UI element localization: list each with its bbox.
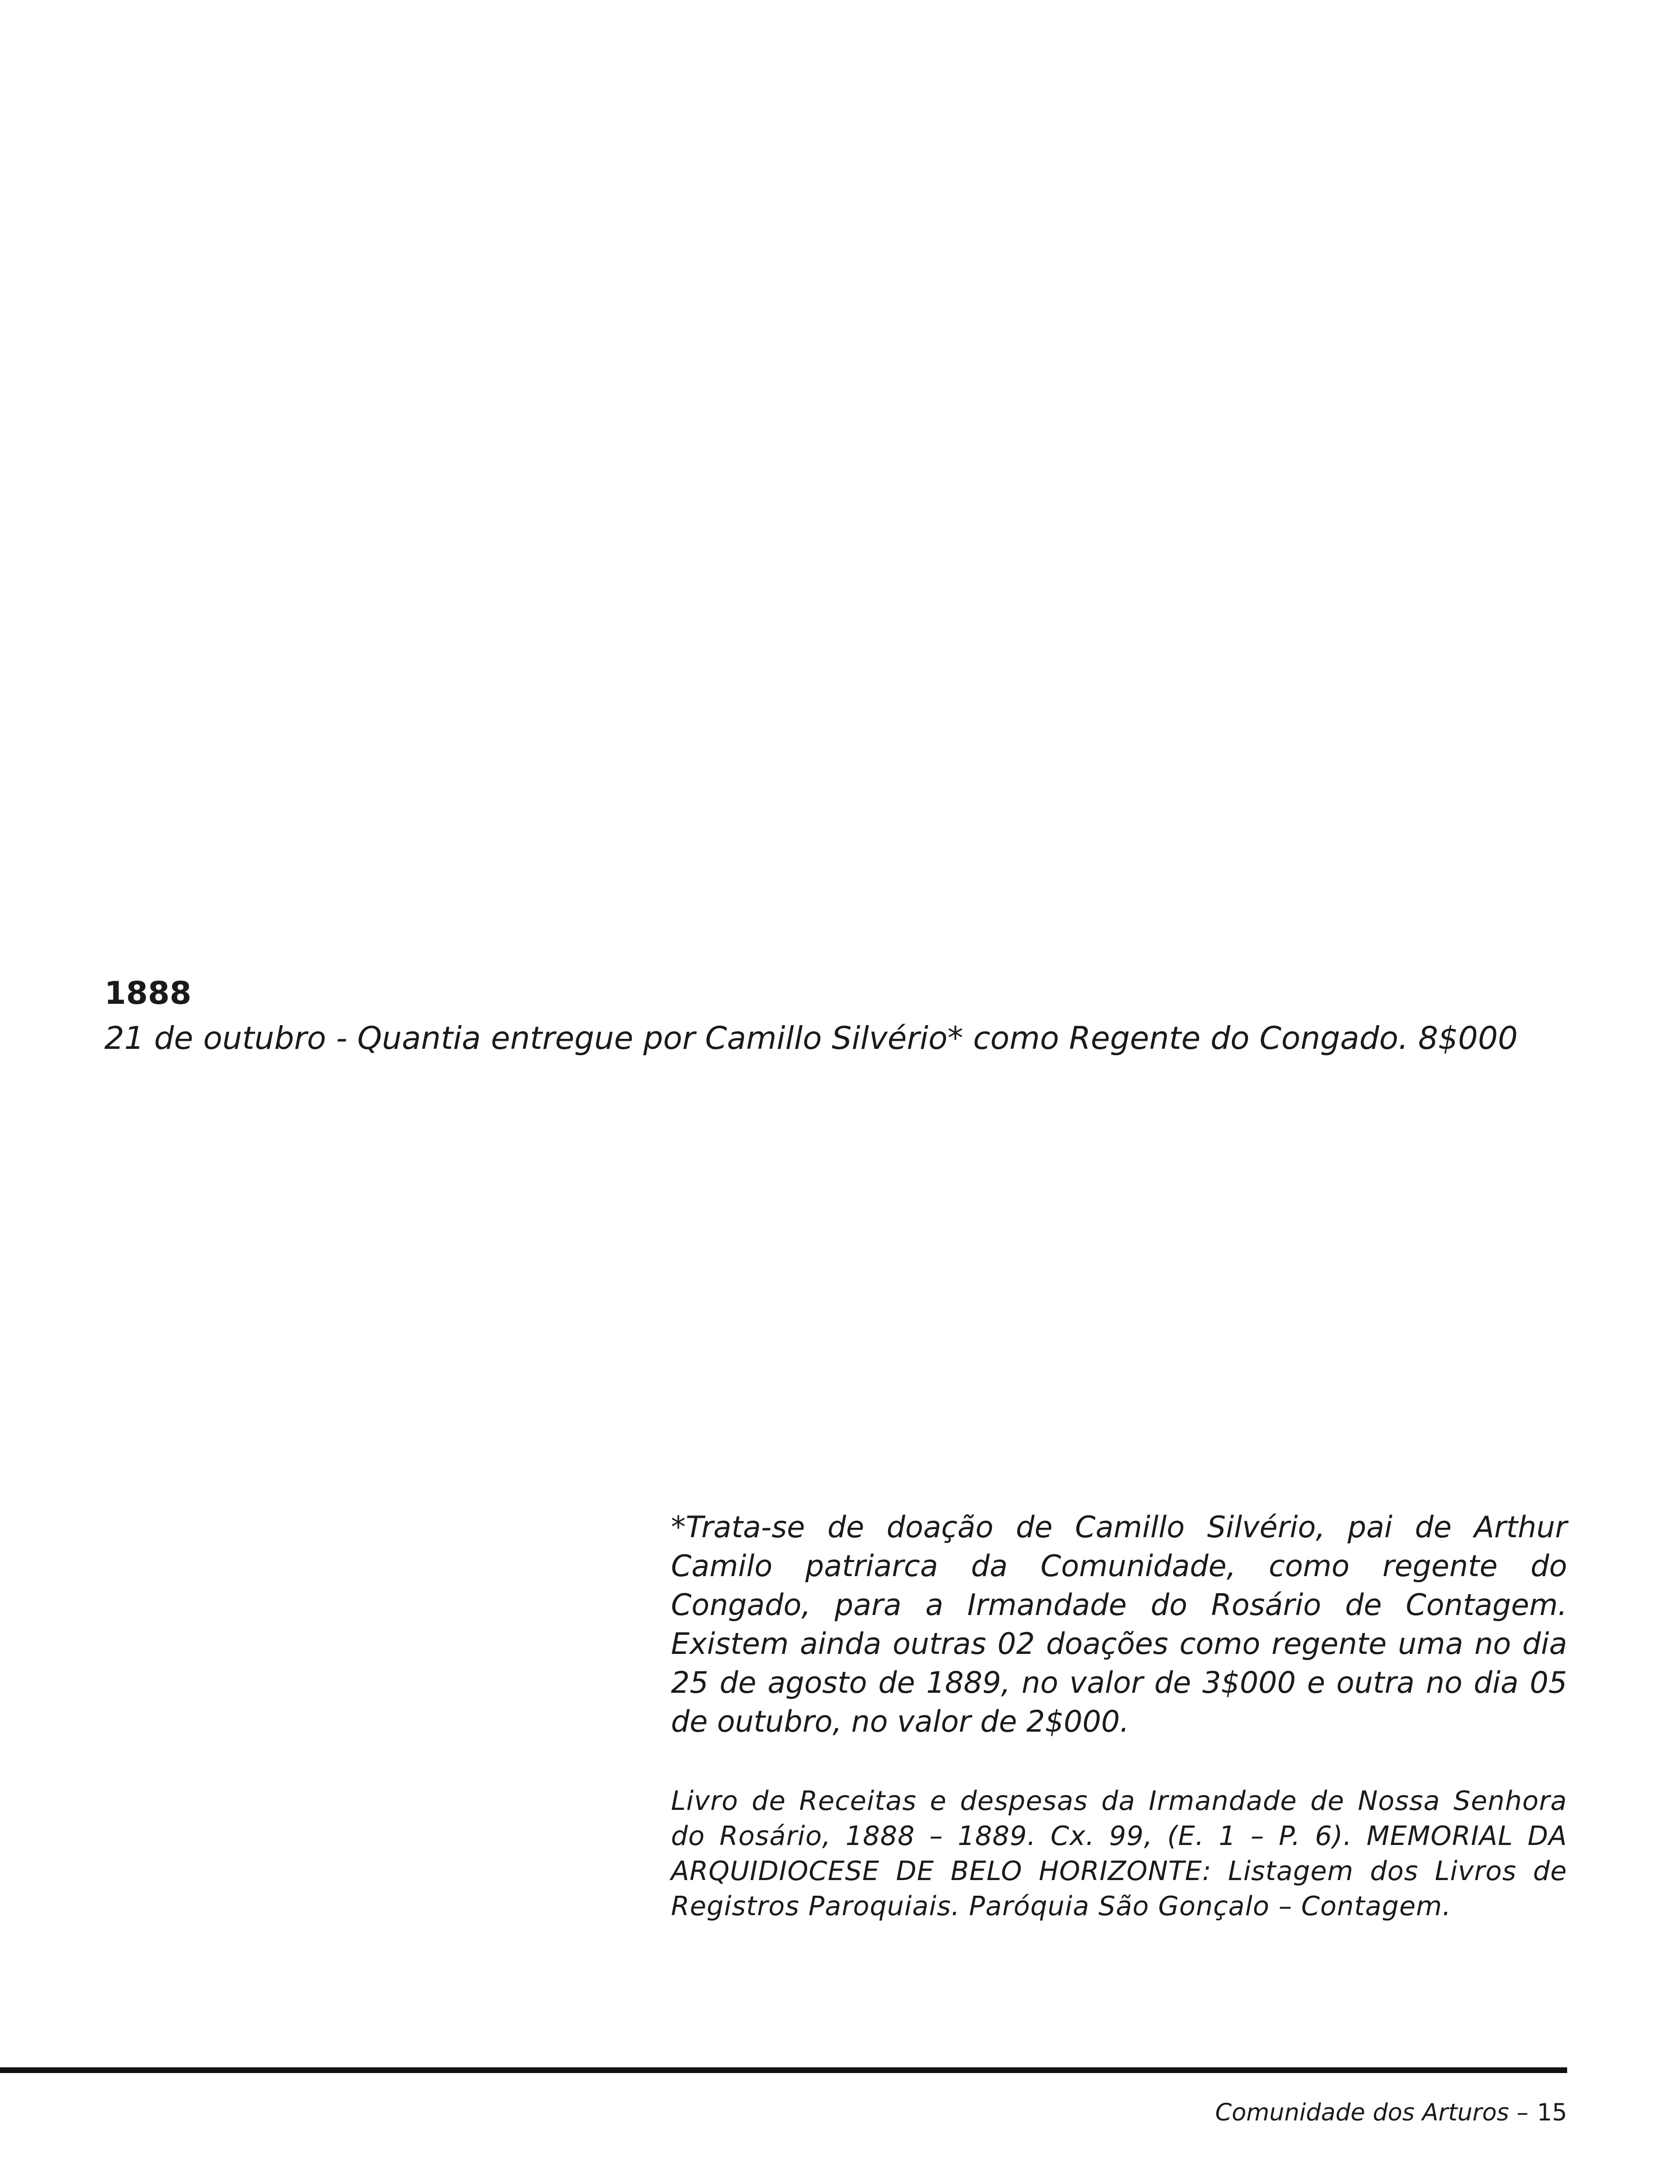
page-number: 15 xyxy=(1537,2099,1567,2126)
source-citation: Livro de Receitas e despesas da Irmandade de Nossa Senhora do Rosário, 1888 – 1889. Cx. 99, (E. 1 – P. 6). MEMORIAL DA ARQUIDIOCESE DE BELO HORIZONTE: Listagem dos Livros de Registros Paroquiais. Paróquia São Gonçalo – Contagem. xyxy=(671,1786,1567,1922)
page-footer xyxy=(1215,2096,1567,2129)
footnote-text: *Trata-se de doação de Camillo Silvério, pai de Arthur Camilo patriarca da Comunidade, como regente do Congado, para a Irmandade do Rosário de Contagem. Existem ainda outras 02 doações como regente uma no dia 25 de agosto de 1889, no valor de 3$000 e outra no dia 05 de outubro, no valor de 2$000. xyxy=(671,1510,1567,1739)
entry-year: 1888 xyxy=(104,975,192,1011)
footer-rule xyxy=(0,2067,1567,2073)
entry-text: 21 de outubro - Quantia entregue por Camillo Silvério* como Regente do Congado. 8$000 xyxy=(104,1020,1518,1056)
footer-title: Comunidade dos Arturos – xyxy=(1215,2099,1529,2126)
footnote-block xyxy=(671,1508,1567,1924)
